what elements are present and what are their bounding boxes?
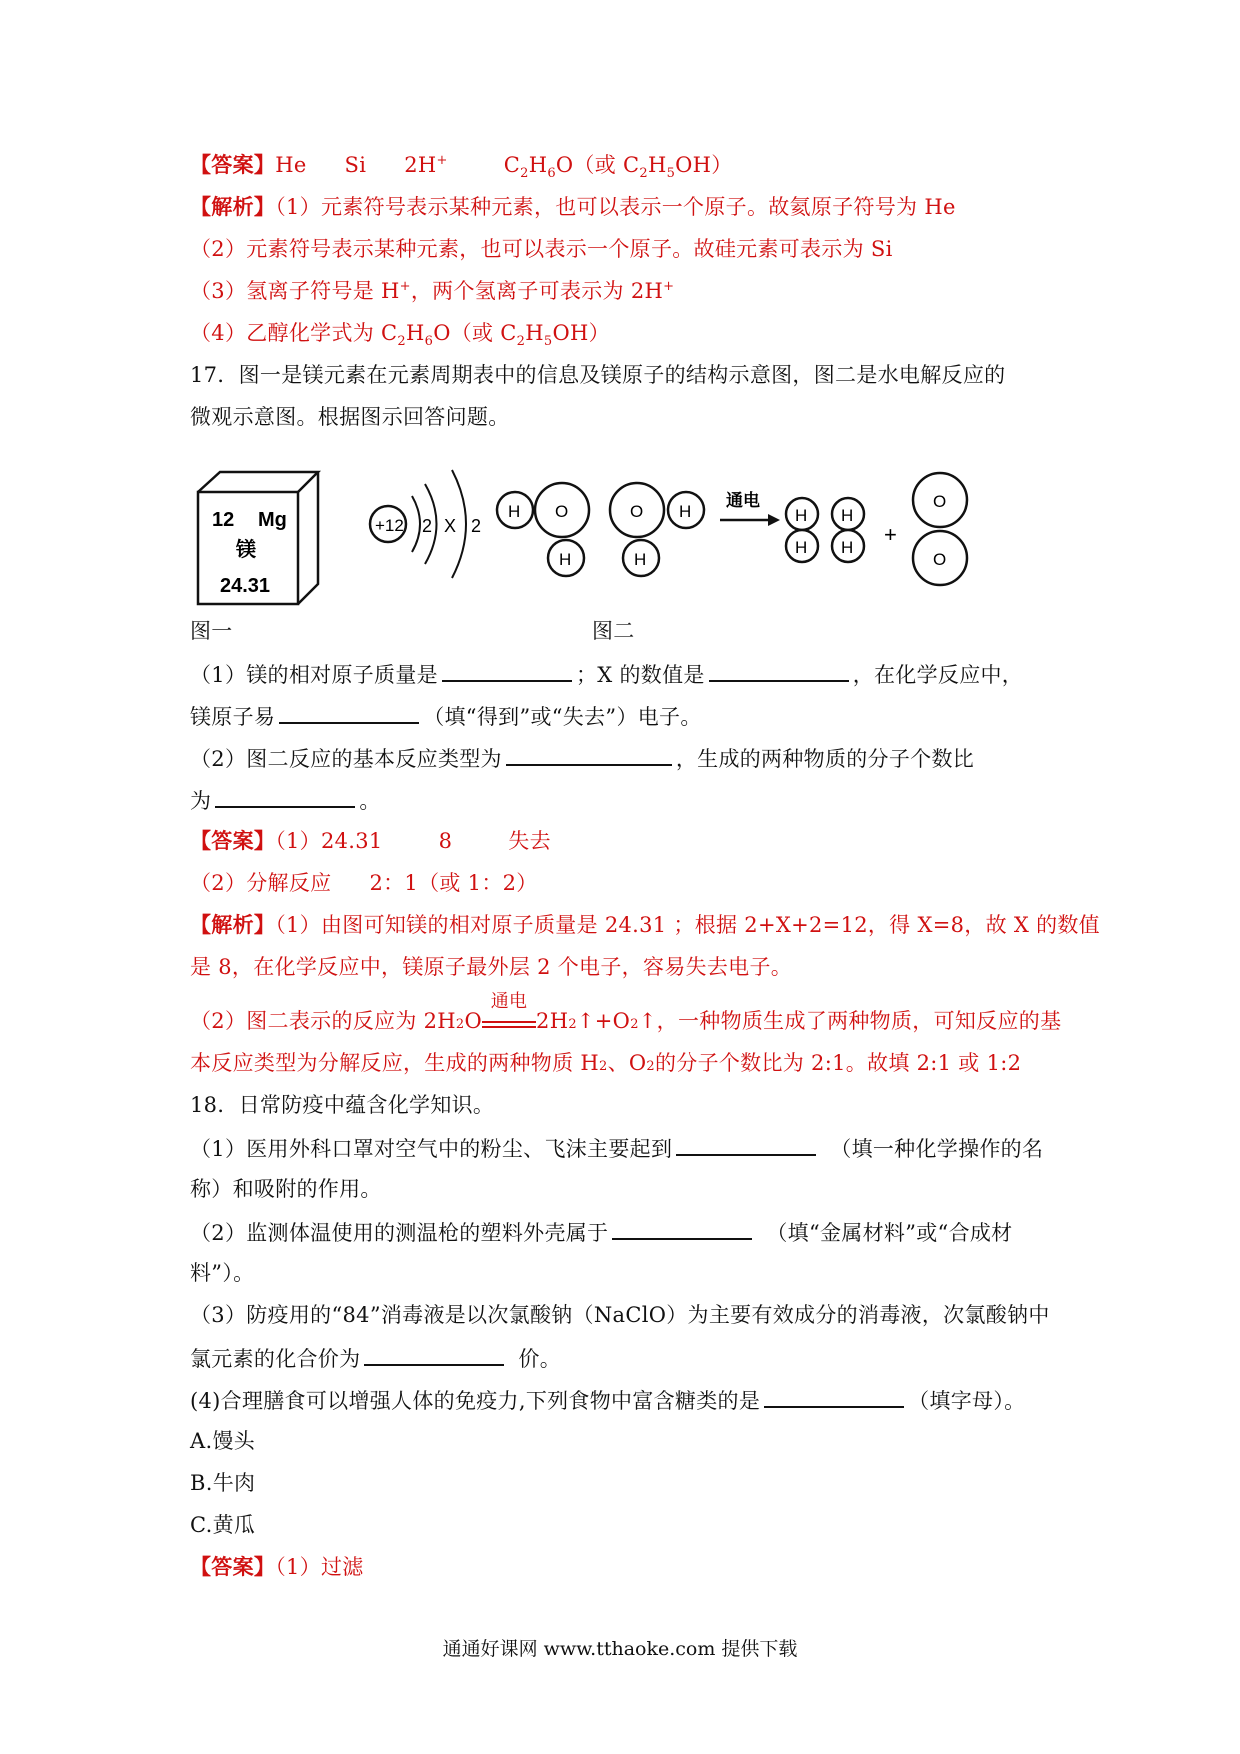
atom-h: H [795, 506, 808, 525]
option-b: B.牛肉 [190, 1471, 256, 1495]
formula-part: H [528, 153, 548, 177]
atom-o: O [933, 550, 947, 569]
formula-part: H [647, 153, 667, 177]
q16-analysis-2 [190, 234, 893, 264]
subscript: 2 [568, 1017, 577, 1032]
question-text: 镁原子易 [190, 705, 276, 729]
q17-answer-1 [190, 826, 551, 856]
answer-text: 2：1（或 1：2） [369, 871, 538, 895]
superscript: + [436, 153, 448, 168]
question-text: （填“得到”或“失去”）电子。 [423, 705, 702, 729]
water-molecule-1 [497, 483, 589, 576]
option-a: A.馒头 [190, 1429, 256, 1453]
analysis-text: O（或 C [433, 321, 517, 345]
question-text: (4)合理膳食可以增强人体的免疫力,下列食物中富含糖类的是 [190, 1389, 761, 1413]
analysis-tag: 【解析】 [190, 194, 276, 219]
answer-blank[interactable] [506, 742, 672, 766]
figure-1-label: 图一 [190, 619, 233, 643]
atom-h: H [559, 550, 572, 569]
answer-blank[interactable] [442, 658, 572, 682]
shell-electrons-1: 2 [422, 516, 433, 536]
subscript: 2 [646, 1059, 655, 1074]
analysis-text: H [525, 321, 544, 345]
answer-text: （1）24.31 [275, 829, 383, 853]
answer-tag: 【答案】 [190, 1554, 276, 1579]
q16-analysis-3 [190, 276, 674, 306]
answer-blank[interactable] [676, 1132, 816, 1156]
atom-o: O [933, 492, 947, 511]
question-text: 为 [190, 789, 212, 813]
condition-label: 通电 [490, 991, 528, 1012]
q17-stem-2: 微观示意图。根据图示回答问题。 [190, 405, 510, 429]
subscript: 2 [516, 334, 526, 350]
atomic-mass: 24.31 [220, 575, 271, 597]
superscript: + [399, 279, 411, 294]
plus-sign: + [884, 522, 897, 547]
answer-blank[interactable] [364, 1342, 504, 1366]
q18-stem: 18．日常防疫中蕴含化学知识。 [190, 1093, 495, 1117]
atom-h: H [841, 506, 854, 525]
subscript: 2 [630, 1017, 639, 1032]
q17-analysis-4 [190, 1048, 1021, 1082]
answer-he: He [275, 153, 307, 177]
question-text: （填字母）。 [908, 1389, 1026, 1413]
q18-part1-line1 [190, 1132, 1043, 1164]
q18-part1-line2: 称）和吸附的作用。 [190, 1177, 382, 1201]
answer-text: 失去 [508, 829, 551, 853]
formula-part: O（或 C [555, 153, 640, 177]
analysis-text: 、O [607, 1051, 647, 1075]
q17-part1-line2 [190, 700, 702, 732]
subscript: 5 [543, 334, 553, 350]
equals-sign [482, 1021, 536, 1028]
formula-part: C [503, 153, 521, 177]
q17-analysis-3 [190, 991, 1062, 1040]
analysis-text: 本反应类型为分解反应，生成的两种物质 H [190, 1051, 599, 1075]
shell-electrons-2: X [444, 516, 457, 536]
q17-analysis-2: 是 8，在化学反应中，镁原子最外层 2 个电子，容易失去电子。 [190, 955, 793, 979]
analysis-text: ，两个氢离子可表示为 2H [410, 279, 664, 303]
nucleus-charge: +12 [375, 516, 404, 535]
q18-part3-line1: （3）防疫用的“84”消毒液是以次氯酸钠（NaClO）为主要有效成分的消毒液，次氯酸钠中 [190, 1303, 1050, 1327]
question-text: ，在化学反应中， [852, 663, 1024, 687]
analysis-text: ↑+O [576, 1009, 631, 1033]
answer-2h: 2H [404, 153, 437, 177]
subscript: 2 [397, 334, 406, 350]
answer-blank[interactable] [709, 658, 849, 682]
question-text: ，生成的两种物质的分子个数比 [675, 747, 975, 771]
q16-analysis-1 [190, 192, 956, 222]
chemistry-figure [190, 462, 1010, 612]
q18-part3-line2 [190, 1342, 561, 1374]
question-text: （填“金属材料”或“合成材 [766, 1221, 1013, 1245]
q17-part2-line2 [190, 784, 381, 816]
q18-part4-line1 [190, 1384, 1025, 1416]
q16-answer-line [190, 150, 733, 180]
question-text: （1）镁的相对原子质量是 [190, 663, 438, 687]
question-text: （2）监测体温使用的测温枪的塑料外壳属于 [190, 1221, 609, 1245]
analysis-text: （4）乙醇化学式为 C [190, 321, 398, 345]
answer-blank[interactable] [279, 700, 419, 724]
q17-part1-line1 [190, 658, 1023, 690]
q17-part2-line1 [190, 742, 974, 774]
subscript: 2 [599, 1059, 608, 1074]
atomic-number: 12 [212, 509, 235, 531]
answer-blank[interactable] [764, 1384, 904, 1408]
atom-h: H [508, 502, 521, 521]
arrow-label: 通电 [726, 491, 760, 511]
answer-text: 8 [438, 829, 453, 853]
atom-h: H [795, 538, 808, 557]
answer-si: Si [344, 153, 367, 177]
water-molecule-2 [610, 483, 704, 576]
subscript: 6 [547, 166, 556, 182]
subscript: 5 [666, 166, 676, 182]
atom-o: O [630, 502, 644, 521]
answer-tag: 【答案】 [190, 152, 276, 177]
shell-arc-1 [412, 496, 420, 552]
element-symbol: Mg [258, 509, 287, 531]
figure-2-label: 图二 [592, 619, 635, 643]
arrow-head [768, 514, 780, 526]
answer-blank[interactable] [612, 1216, 752, 1240]
q17-answer-2 [190, 868, 538, 898]
analysis-text: （2）元素符号表示某种元素，也可以表示一个原子。故硅元素可表示为 Si [190, 237, 893, 261]
atom-o: O [555, 502, 569, 521]
analysis-text: （2）图二表示的反应为 2H [190, 1009, 456, 1033]
answer-blank[interactable] [215, 784, 355, 808]
page-footer: 通通好课网 www.tthaoke.com 提供下载 [442, 1638, 798, 1660]
analysis-tag: 【解析】 [190, 912, 276, 937]
question-text: 氯元素的化合价为 [190, 1347, 361, 1371]
atom-h: H [634, 550, 647, 569]
option-c: C.黄瓜 [190, 1513, 256, 1537]
reaction-condition [482, 991, 536, 1028]
question-text: 价。 [518, 1347, 562, 1371]
question-text: ；X 的数值是 [575, 663, 705, 687]
analysis-text: （1）元素符号表示某种元素，也可以表示一个原子。故氦原子符号为 He [275, 195, 956, 219]
question-text: （2）图二反应的基本反应类型为 [190, 747, 502, 771]
analysis-text: 的分子个数比为 2:1。故填 2:1 或 1:2 [654, 1051, 1022, 1075]
subscript: 6 [424, 334, 434, 350]
q18-part2-line1 [190, 1216, 1012, 1248]
answer-tag: 【答案】 [190, 828, 276, 853]
superscript: + [663, 279, 675, 294]
analysis-text: （3）氢离子符号是 H [190, 279, 400, 303]
subscript: 2 [520, 166, 529, 182]
atom-h: H [679, 502, 692, 521]
atom-h: H [841, 538, 854, 557]
subscript: 2 [639, 166, 648, 182]
element-name: 镁 [236, 537, 256, 561]
q16-analysis-4 [190, 318, 610, 348]
answer-text: （1）过滤 [275, 1555, 364, 1579]
analysis-text: OH） [552, 321, 610, 345]
q17-analysis-1 [190, 910, 1100, 940]
analysis-text: 2H [536, 1009, 569, 1033]
question-text: （填一种化学操作的名 [830, 1137, 1044, 1161]
q18-answer-1 [190, 1552, 364, 1582]
analysis-text: ↑，一种物质生成了两种物质，可知反应的基 [638, 1009, 1062, 1033]
formula-part: OH） [675, 153, 733, 177]
analysis-text: （1）由图可知镁的相对原子质量是 24.31 ；根据 2+X+2=12，得 X=8，故 X 的数值 [275, 913, 1100, 937]
question-text: （1）医用外科口罩对空气中的粉尘、飞沫主要起到 [190, 1137, 673, 1161]
subscript: 2 [455, 1017, 465, 1032]
answer-text: （2）分解反应 [190, 871, 332, 895]
q18-part2-line2: 料”）。 [190, 1261, 255, 1285]
shell-electrons-3: 2 [471, 516, 482, 536]
q17-stem-1: 17．图一是镁元素在元素周期表中的信息及镁原子的结构示意图，图二是水电解反应的 [190, 363, 1006, 387]
analysis-text: H [405, 321, 425, 345]
question-text: 。 [359, 789, 381, 813]
analysis-text: O [464, 1009, 483, 1033]
